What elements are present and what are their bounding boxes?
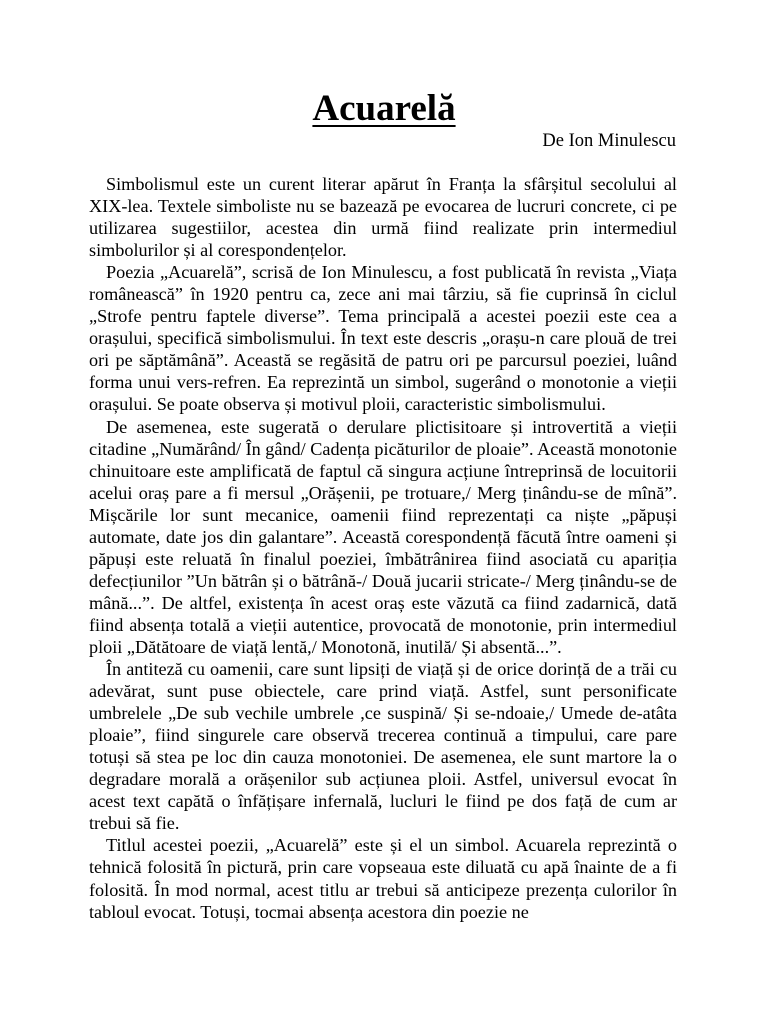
document-title: Acuarelă	[312, 88, 456, 129]
author-line: De Ion Minulescu	[542, 131, 676, 151]
paragraph: Simbolismul este un curent literar apărut în Franța la sfârșitul secolului al XIX-lea. Textele simboliste nu se bazează pe evocarea de lucruri concrete, ci pe utilizarea sugestiilor, acestea din urmă fiind realizate prin intermediul simbolurilor și al corespondențelor.	[89, 174, 677, 261]
paragraph: În antiteză cu oamenii, care sunt lipsiți de viață și de orice dorință de a trăi cu adevărat, sunt puse obiectele, care prind viață. Astfel, sunt personificate umbrelele „De sub vechile umbrele ,ce suspină/ Și se-ndoaie,/ Umede de-atâta ploaie”, fiind singurele care observă trecerea continuă a timpului, care pare totuși să stea pe loc din cauza monotoniei. De asemenea, ele sunt martore la o degradare morală a orășenilor sub acțiunea ploii. Astfel, universul evocat în acest text capătă o înfățișare infernală, lucluri le fiind pe dos față de cum ar trebui să fie.	[89, 659, 677, 834]
paragraph: De asemenea, este sugerată o derulare plictisitoare și introvertită a vieții citadine „Numărând/ În gând/ Cadența picăturilor de ploaie”. Această monotonie chinuitoare este amplificată de faptul că singura acțiune întreprinsă de locuitorii acelui oraș pare a fi mersul „Orășenii, pe trotuare,/ Merg ținându-se de mînă”. Mișcările lor sunt mecanice, oamenii fiind reprezentați ca niște „păpuși automate, date jos din galantare”. Această corespondență făcută între oameni și păpuși este reluată în finalul poeziei, îmbătrânirea fiind asociată cu apariția defecțiunilor ”Un bătrân și o bătrână-/ Două jucarii stricate-/ Merg ținându-se de mână...”. De altfel, existența în acest oraș este văzută ca fiind zadarnică, dată fiind absența totală a vieții autentice, provocată de monotonie, prin intermediul ploii „Dătătoare de viață lentă,/ Monotonă, inutilă/ Și absentă...”.	[89, 416, 677, 657]
paragraph: Titlul acestei poezii, „Acuarelă” este și el un simbol. Acuarela reprezintă o tehnică folosită în pictură, prin care vopseaua este diluată cu apă înainte de a fi folosită. În mod normal, acest titlu ar trebui să anticipeze prezența culorilor în tabloul evocat. Totuși, tocmai absența acestora din poezie ne	[89, 835, 677, 922]
document-body	[89, 173, 677, 923]
paragraph: Poezia „Acuarelă”, scrisă de Ion Minulescu, a fost publicată în revista „Viața românească” în 1920 pentru ca, zece ani mai târziu, să fie cuprinsă în ciclul „Strofe pentru faptele diverse”. Tema principală a acestei poezii este cea a orașului, specifică simbolismului. În text este descris „orașu-n care plouă de trei ori pe săptămână”. Această se regăsită de patru ori pe parcursul poeziei, luând forma unui vers-refren. Ea reprezintă un simbol, sugerând o monotonie a vieții orașului. Se poate observa și motivul ploii, caracteristic simbolismului.	[89, 262, 677, 415]
